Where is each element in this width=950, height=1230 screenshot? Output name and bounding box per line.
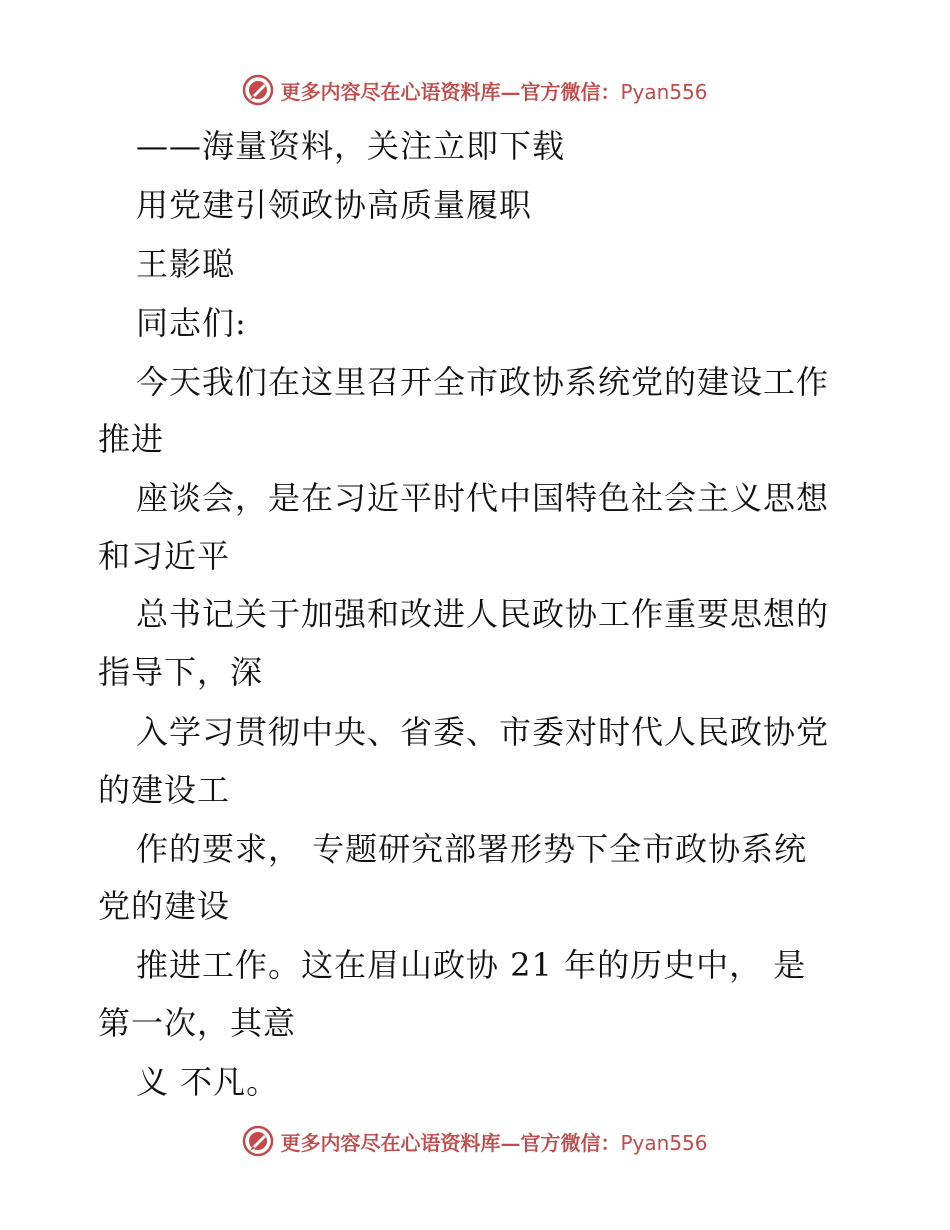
footer-wechat-id: Pyan556 [620,1130,708,1155]
paragraph-line: 指导下，深 [98,653,264,691]
paragraph-line: 座谈会，是在习近平时代中国特色社会主义思想 [136,479,830,517]
document-title: 用党建引领政协高质量履职 [136,186,533,224]
paragraph-line: 党的建设 [98,887,231,925]
footer-watermark-text: 更多内容尽在心语资料库—官方微信：Pyan556 [280,1130,708,1155]
header-wechat-id: Pyan556 [620,79,708,104]
paragraph-line: 的建设工 [98,771,231,809]
paragraph-line: 今天我们在这里召开全市政协系统党的建设工作 [136,363,830,401]
paragraph-line: 作的要求， 专题研究部署形势下全市政协系统 [136,830,808,868]
footer-watermark-banner [0,1121,950,1161]
paragraph-line: 和习近平 [98,537,231,575]
document-author: 王影聪 [136,245,236,283]
document-subtitle: ——海量资料，关注立即下载 [136,127,566,165]
paragraph-line: 第一次，其意 [98,1004,297,1042]
paragraph-line: 总书记关于加强和改进人民政协工作重要思想的 [136,595,830,633]
paragraph-line: 义 不凡。 [136,1063,280,1101]
salutation: 同志们: [136,304,247,342]
paragraph-line: 推进工作。这在眉山政协 21 年的历史中， 是 [136,946,807,984]
header-watermark-text: 更多内容尽在心语资料库—官方微信：Pyan556 [280,79,708,104]
header-watermark-banner [0,70,950,110]
paragraph-line: 入学习贯彻中央、省委、市委对时代人民政协党 [136,713,830,751]
pen-logo-icon [242,74,274,106]
pen-logo-icon [242,1125,274,1157]
paragraph-line: 推进 [98,420,165,458]
